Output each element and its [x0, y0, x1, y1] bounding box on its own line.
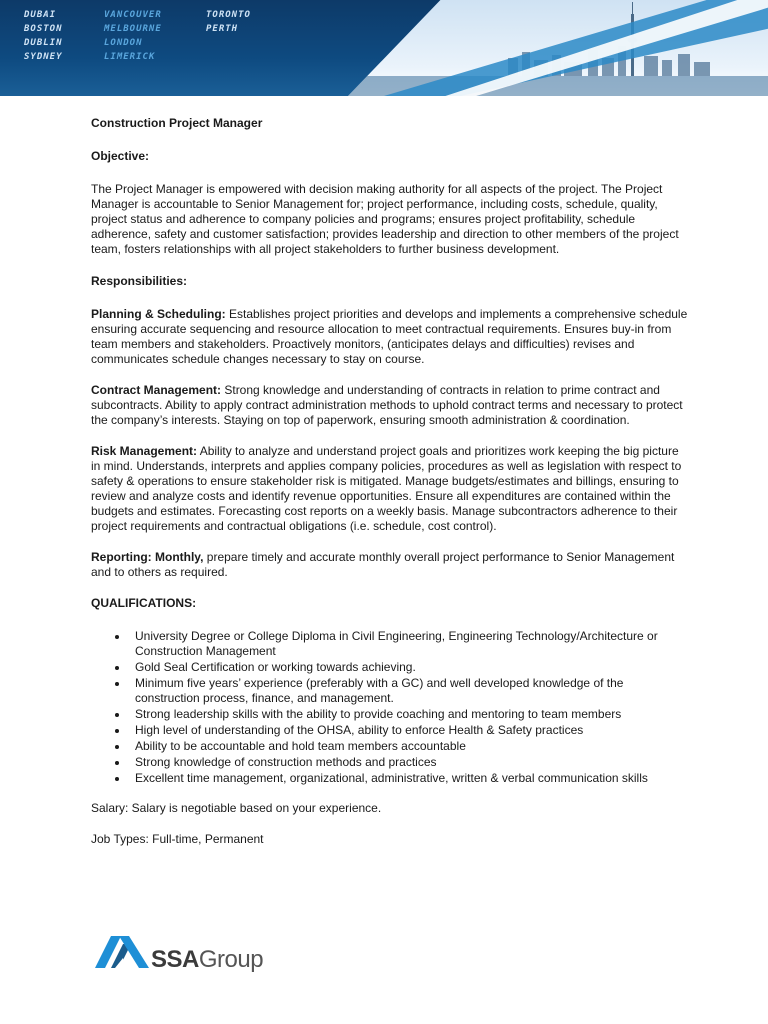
planning-paragraph — [91, 307, 691, 367]
city-label: MELBOURNE — [104, 24, 162, 34]
city-label — [206, 52, 286, 64]
job-types-text: Job Types: Full-time, Permanent — [91, 832, 264, 846]
objective-text: The Project Manager is empowered with decision making authority for all aspects of the project. The Project Manager is accountable to Senior Management for; project performance, including costs, schedule, quality, project status and adherence to company policies and programs; ensures project profitability, schedule adherence, safety and customer satisfaction; provides leadership and direction to other members of the project team, fosters relationships with all project stakeholders to further business development. — [91, 182, 679, 256]
city-label: LIMERICK — [104, 52, 156, 62]
objective-heading: Objective: — [91, 149, 150, 163]
city-label: VANCOUVER — [104, 10, 162, 20]
list-item: Excellent time management, organizational, administrative, written & verbal communication skills — [91, 771, 691, 786]
city-label: LONDON — [104, 38, 143, 48]
city-label: SYDNEY — [24, 52, 63, 62]
city-label: DUBLIN — [24, 38, 63, 48]
list-item: University Degree or College Diploma in Civil Engineering, Engineering Technology/Architecture or Construction Management — [91, 629, 691, 659]
city-label: TORONTO — [206, 10, 251, 20]
job-description — [91, 116, 691, 863]
planning-label: Planning & Scheduling: — [91, 307, 226, 321]
reporting-text: prepare timely and accurate monthly overall project performance to Senior Management and to others as required. — [91, 550, 675, 579]
contract-text: Strong knowledge and understanding of contracts in relation to prime contract and subcontracts. Ability to apply contract administration methods to uphold contract terms and necessary to protect the company’s interests. Staying on top of paperwork, ensuring smooth administration & coordination. — [91, 383, 683, 427]
job-title: Construction Project Manager — [91, 116, 263, 130]
city-label: BOSTON — [24, 24, 63, 34]
city-list — [24, 10, 286, 64]
city-label: DUBAI — [24, 10, 57, 20]
qualifications-heading: QUALIFICATIONS: — [91, 596, 197, 610]
reporting-paragraph — [91, 550, 691, 580]
reporting-label: Reporting: Monthly, — [91, 550, 204, 564]
logo-mark-icon — [93, 932, 153, 972]
list-item: Ability to be accountable and hold team members accountable — [91, 739, 691, 754]
ssa-group-logo — [93, 932, 293, 978]
responsibilities-heading: Responsibilities: — [91, 274, 188, 288]
list-item: High level of understanding of the OHSA, ability to enforce Health & Safety practices — [91, 723, 691, 738]
list-item: Minimum five years’ experience (preferably with a GC) and well developed knowledge of the construction process, finance, and management. — [91, 676, 691, 706]
contract-paragraph — [91, 383, 691, 428]
risk-label: Risk Management: — [91, 444, 198, 458]
header-banner — [0, 0, 768, 96]
list-item: Strong leadership skills with the ability to provide coaching and mentoring to team members — [91, 707, 691, 722]
city-label: PERTH — [206, 24, 239, 34]
qualifications-list — [91, 629, 691, 786]
contract-label: Contract Management: — [91, 383, 222, 397]
logo-text-bold: SSA — [151, 946, 199, 973]
list-item: Gold Seal Certification or working towards achieving. — [91, 660, 691, 675]
city-label — [206, 38, 286, 50]
risk-paragraph — [91, 444, 691, 534]
planning-text: Establishes project priorities and develops and implements a comprehensive schedule ensuring accurate sequencing and resource allocation to meet contractual requirements. Ensures buy-in from team members and stakeholders. Proactively monitors, (anticipates delays and difficulties) revises and communicates schedule changes necessary to stay on course. — [91, 307, 688, 366]
logo-text-light: Group — [198, 946, 264, 973]
salary-text: Salary: Salary is negotiable based on your experience. — [91, 801, 382, 815]
risk-text: Ability to analyze and understand project goals and prioritizes work keeping the big picture in mind. Understands, interprets and applies company policies, procedures as well as legislation with respect to safety & operations to ensure stakeholder risk is mitigated. Manage budgets/estimates and billings, ensuring to review and analyze costs and identify revenue opportunities. Ensure all expenditures are contained within the budgets and estimates. Forecasting cost reports on a weekly basis. Manage subcontractors adherence to their project requirements and contractual obligations (i.e. schedule, cost control). — [91, 444, 682, 533]
logo-wordmark — [151, 946, 263, 974]
list-item: Strong knowledge of construction methods and practices — [91, 755, 691, 770]
